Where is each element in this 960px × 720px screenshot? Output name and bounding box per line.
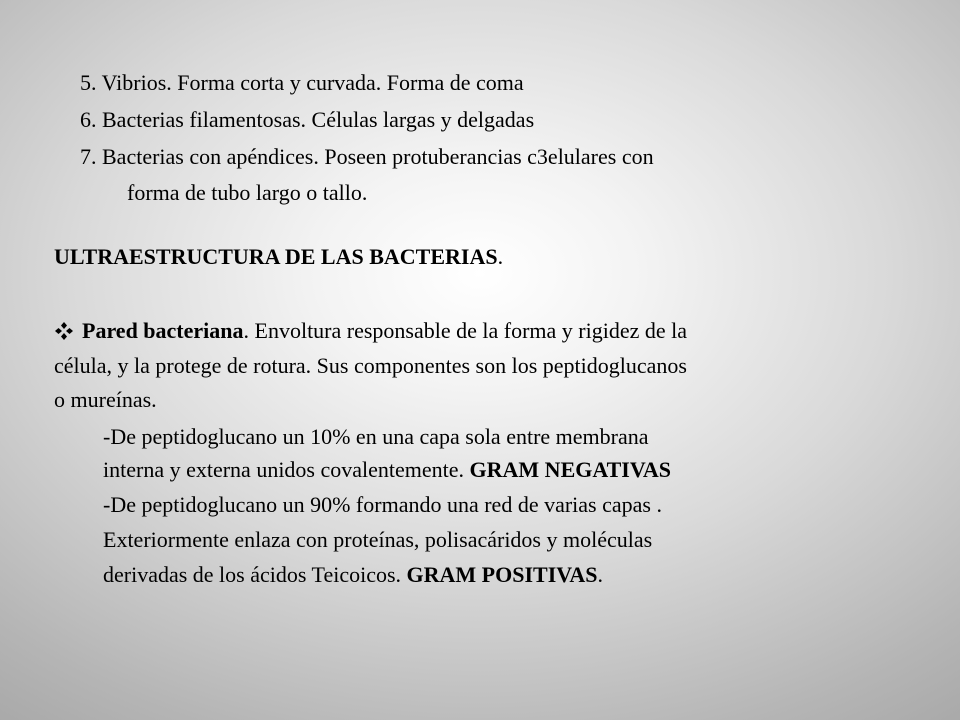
- gram-negative-label: GRAM NEGATIVAS: [469, 457, 672, 482]
- list-item-7-continuation: forma de tubo largo o tallo.: [127, 180, 368, 205]
- gram-positive-text: derivadas de los ácidos Teicoicos.: [103, 562, 407, 587]
- bullet-paragraph-line-3: o mureínas.: [54, 387, 157, 412]
- gram-positive-line-3: [103, 562, 603, 588]
- gram-positive-period: .: [597, 562, 603, 587]
- gram-positive-line-1: -De peptidoglucano un 90% formando una red de varias capas .: [103, 492, 662, 517]
- bullet-paragraph-line-1: [54, 318, 687, 344]
- gram-positive-line-2: Exteriormente enlaza con proteínas, polisacáridos y moléculas: [103, 527, 653, 552]
- section-heading-text: ULTRAESTRUCTURA DE LAS BACTERIAS: [54, 244, 498, 269]
- gram-negative-line-1: -De peptidoglucano un 10% en una capa sola entre membrana: [103, 424, 649, 449]
- gram-negative-line-2: [103, 457, 671, 483]
- list-item-6: 6. Bacterias filamentosas. Células largas y delgadas: [80, 107, 535, 132]
- list-item-5: 5. Vibrios. Forma corta y curvada. Forma de coma: [80, 70, 524, 95]
- list-item-7: 7. Bacterias con apéndices. Poseen protuberancias c3elulares con: [80, 144, 654, 169]
- four-diamond-bullet-icon: [54, 321, 74, 341]
- gram-negative-text: interna y externa unidos covalentemente.: [103, 457, 470, 482]
- bullet-paragraph-line-2: célula, y la protege de rotura. Sus componentes son los peptidoglucanos: [54, 353, 687, 378]
- section-heading: [54, 244, 503, 270]
- section-heading-period: .: [497, 244, 504, 269]
- bullet-line-1-text: . Envoltura responsable de la forma y rigidez de la: [243, 318, 688, 343]
- bullet-term: Pared bacteriana: [82, 318, 244, 343]
- gram-positive-label: GRAM POSITIVAS: [406, 562, 598, 587]
